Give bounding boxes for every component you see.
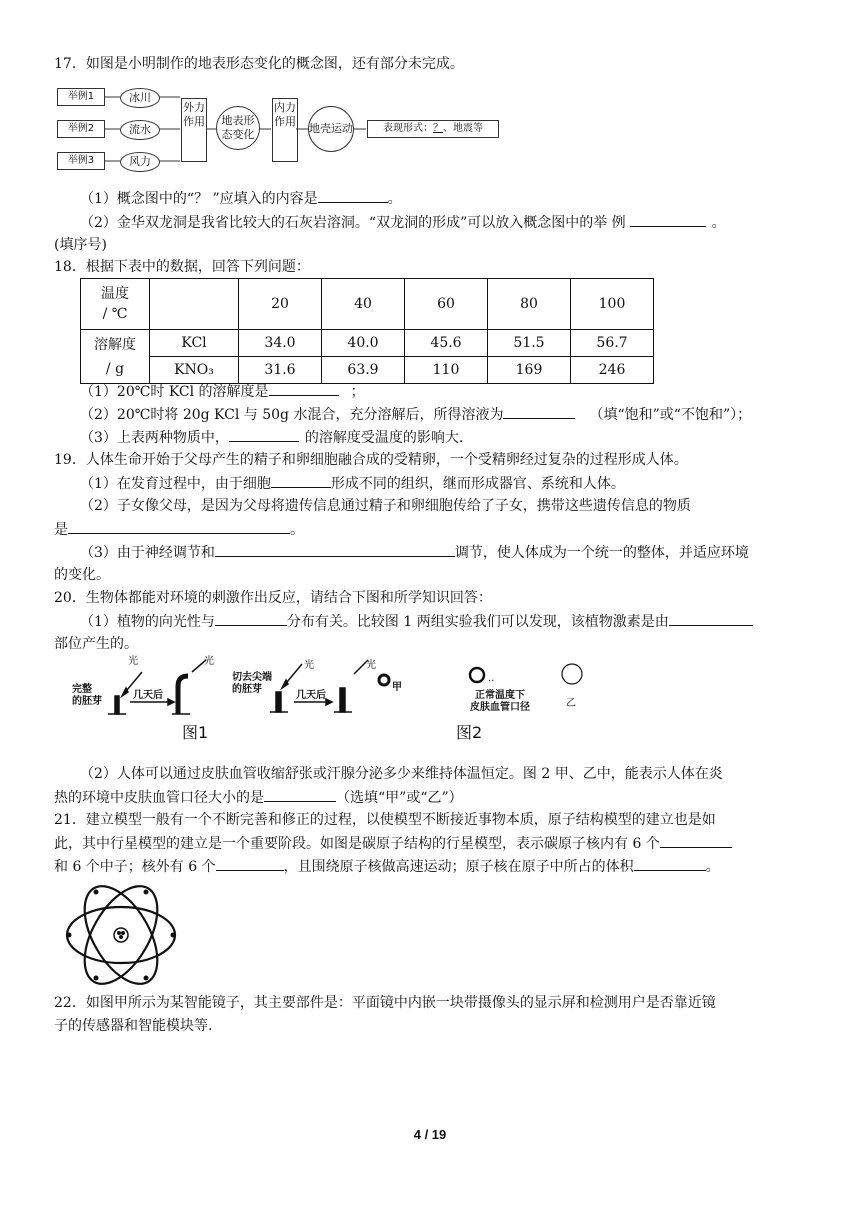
value-cell: 110 (405, 357, 488, 384)
q18-part1: （1）20℃时 KCl 的溶解度是 ； (80, 381, 365, 402)
internal-force-box: 内力作用 (272, 98, 298, 162)
empty-header (150, 279, 239, 330)
temp-cell: 40 (322, 279, 405, 330)
jia-label: 甲 (392, 682, 402, 693)
example-1-box: 举例1 (57, 88, 105, 106)
answer-blank[interactable] (269, 381, 339, 396)
crust-movement-oval: 地壳运动 (308, 106, 354, 152)
q20-part1: （1）植物的向光性与 分布有关。比较图 1 两组实验我们可以发现，该植物激素是由 (80, 611, 753, 632)
q18-part3: （3）上表两种物质中， 的溶解度受温度的影响大. (80, 427, 463, 448)
q19-part1: （1）在发育过程中，由于细胞 形成不同的组织，继而形成器官、系统和人体。 (80, 473, 625, 494)
figure-1-caption: 图1 (182, 723, 209, 742)
value-cell: 40.0 (322, 330, 405, 357)
days-later-label: 几天后 (133, 690, 163, 701)
q21-line2: 此，其中行星模型的建立是一个重要阶段。如图是碳原子结构的行星模型，表示碳原子核内有 6 个 (54, 833, 732, 854)
carbon-atom-model (64, 880, 178, 990)
days-later-label: 几天后 (296, 690, 326, 701)
solubility-table (80, 278, 654, 384)
landform-change-oval: 地表形态变化 (216, 106, 260, 150)
answer-blank[interactable] (271, 473, 331, 488)
answer-blank[interactable] (264, 787, 336, 802)
yi-label: 乙 (566, 698, 576, 709)
temp-header: 温度 / ℃ (81, 279, 150, 330)
figure-2-caption: 图2 (456, 723, 483, 742)
q22-line1: 22．如图甲所示为某智能镜子，其主要部件是：平面镜中内嵌一块带摄像头的显示屏和检测用户是否靠近镜 (54, 995, 716, 1011)
temp-cell: 100 (571, 279, 654, 330)
light-label: 光 (304, 660, 314, 671)
q21-line3: 和 6 个中子；核外有 6 个 ，且围绕原子核做高速运动；原子核在原子中所占的体积 。 (54, 856, 720, 877)
answer-blank[interactable] (229, 427, 299, 442)
answer-blank[interactable] (503, 404, 575, 419)
value-cell: 169 (488, 357, 571, 384)
temp-cell: 20 (239, 279, 322, 330)
page-number: 4 / 19 (413, 1127, 447, 1142)
value-cell: 45.6 (405, 330, 488, 357)
answer-blank[interactable] (215, 611, 287, 626)
q19-part3-cont: 的变化。 (54, 567, 110, 583)
answer-blank[interactable] (660, 833, 732, 848)
external-force-box: 外力作用 (181, 98, 207, 162)
substance-name: KCl (150, 330, 239, 357)
glacier-oval: 冰川 (120, 88, 160, 108)
light-label: 光 (128, 656, 138, 667)
complete-embryo-label: 完整 的胚芽 (72, 684, 102, 707)
example-3-box: 举例3 (57, 152, 105, 170)
q17-part2: （2）金华双龙洞是我省比较大的石灰岩溶洞。“双龙洞的形成”可以放入概念图中的举 例 。 (80, 212, 726, 233)
answer-blank[interactable] (318, 188, 388, 203)
answer-blank[interactable] (630, 212, 706, 227)
value-cell: 63.9 (322, 357, 405, 384)
q22-line2: 子的传感器和智能模块等. (54, 1018, 213, 1034)
answer-blank[interactable] (669, 611, 753, 626)
expression-box: 表现形式：？、地震等 (367, 120, 499, 138)
answer-blank[interactable] (215, 542, 455, 557)
q20-stem: 20．生物体都能对环境的刺激作出反应，请结合下图和所学知识回答： (54, 590, 492, 606)
normal-vessel-label: 正常温度下 皮肤血管口径 (470, 690, 530, 713)
q19-part2: （2）子女像父母，是因为父母将遗传信息通过精子和卵细胞传给了子女，携带这些遗传信息的物质 (80, 498, 691, 514)
light-label: 光 (204, 656, 214, 667)
q17-part1: （1）概念图中的“？ ”应填入的内容是 。 (80, 188, 402, 209)
q17-stem: 17．如图是小明制作的地表形态变化的概念图，还有部分未完成。 (54, 56, 464, 72)
q19-stem: 19．人体生命开始于父母产生的精子和卵细胞融合成的受精卵，一个受精卵经过复杂的过程形成人体。 (54, 452, 688, 468)
value-cell: 246 (571, 357, 654, 384)
question-mark: ？ (433, 123, 443, 134)
q18-part2: （2）20℃时将 20g KCl 与 50g 水混合，充分溶解后，所得溶液为 （填“饱和”或“不饱和”）； (80, 404, 751, 425)
q21-line1: 21．建立模型一般有一个不断完善和修正的过程，以使模型不断接近事物本质，原子结构模型的建立也是如 (54, 812, 716, 828)
q17-part2-note: (填序号) (54, 237, 107, 253)
q20-part2-cont: 热的环境中皮肤血管口径大小的是 （选填“甲”或“乙”） (54, 787, 463, 808)
q19-part3: （3）由于神经调节和 调节，使人体成为一个统一的整体，并适应环境 (80, 542, 749, 563)
answer-blank[interactable] (68, 519, 290, 534)
answer-blank[interactable] (634, 856, 706, 871)
value-cell: 34.0 (239, 330, 322, 357)
temp-cell: 80 (488, 279, 571, 330)
temp-cell: 60 (405, 279, 488, 330)
value-cell: 56.7 (571, 330, 654, 357)
light-label: 光 (366, 660, 376, 671)
answer-blank[interactable] (216, 856, 284, 871)
solubility-header: 溶解度 / g (81, 330, 150, 384)
q20-part1-cont: 部位产生的。 (54, 636, 138, 652)
value-cell: 51.5 (488, 330, 571, 357)
wind-oval: 风力 (120, 152, 160, 172)
arrow-mark: ·· (488, 676, 495, 687)
q18-stem: 18．根据下表中的数据，回答下列问题： (54, 259, 310, 275)
water-oval: 流水 (120, 120, 160, 140)
substance-name: KNO₃ (150, 357, 239, 384)
q20-part2: （2）人体可以通过皮肤血管收缩舒张或汗腺分泌多少来维持体温恒定。图 2 甲、乙中，能表示人体在炎 (80, 766, 723, 782)
q19-part2-cont: 是 。 (54, 519, 304, 540)
value-cell: 31.6 (239, 357, 322, 384)
example-2-box: 举例2 (57, 120, 105, 138)
cut-embryo-label: 切去尖端 的胚芽 (232, 672, 272, 695)
